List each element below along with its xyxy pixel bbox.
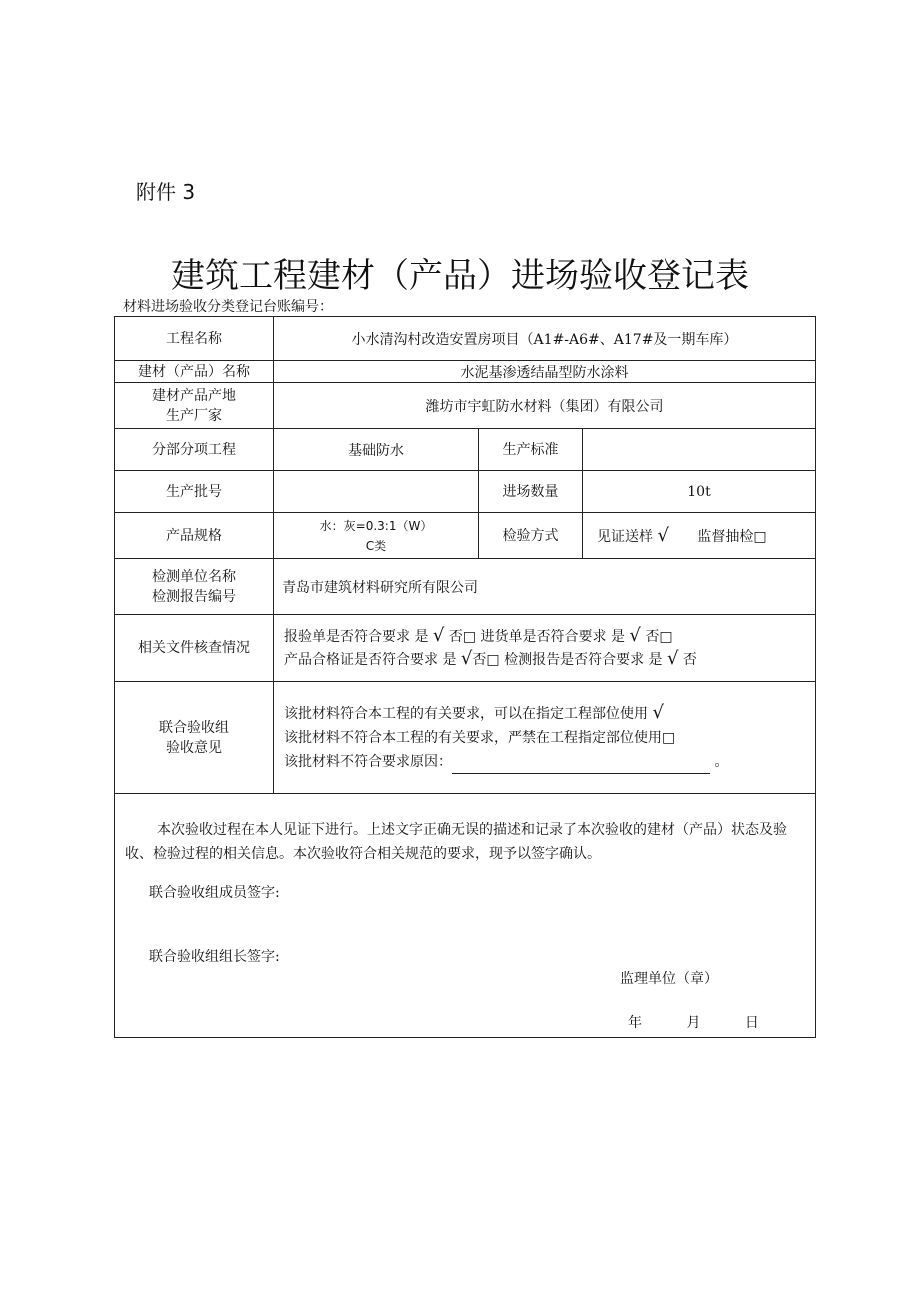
witness-sampling-text: 见证送样 [597,529,653,545]
production-standard-value [583,429,816,471]
inspection-method-value [583,513,816,559]
check-mark: √ [432,625,445,646]
declaration-text: 本次验收过程在本人见证下进行。上述文字正确无误的描述和记录了本次验收的建材（产品）状态及验收、检验过程的相关信息。本次验收符合相关规范的要求，现予以签字确认。 [125,822,787,862]
date-line [628,1012,799,1032]
row-opinion [115,682,816,794]
testing-label-line1: 检测单位名称 [152,568,236,585]
documents-line-1 [284,625,807,648]
inspection-method-label: 检验方式 [479,513,583,559]
acceptance-form-table [114,316,816,1038]
documents-check-value [274,615,816,682]
documents-check-label: 相关文件核查情况 [115,615,274,682]
row-subproject [115,429,816,471]
quantity-label: 进场数量 [479,471,583,513]
subproject-value: 基础防水 [274,429,479,471]
origin-label [115,383,274,429]
project-name-value: 小水清沟村改造安置房项目（A1#-A6#、A17#及一期车库） [274,317,816,361]
project-name-label: 工程名称 [115,317,274,361]
row-testing [115,559,816,615]
opinion-label [115,682,274,794]
batch-number-label: 生产批号 [115,471,274,513]
opinion-label-line2: 验收意见 [166,739,222,756]
attachment-number: 附件 3 [136,180,196,204]
witness-check-mark: √ [657,525,669,546]
spec-value-line1: 水：灰=0.3:1（W） [319,518,433,533]
check-mark: √ [666,648,679,669]
row-origin [115,383,816,429]
spec-label: 产品规格 [115,513,274,559]
origin-label-line1: 建材产品产地 [152,387,236,404]
opinion-label-line1: 联合验收组 [159,719,229,736]
origin-label-line2: 生产厂家 [166,407,222,424]
manufacturer-value: 潍坊市宇虹防水材料（集团）有限公司 [274,383,816,429]
check-mark: √ [652,702,664,723]
year-label: 年 [628,1015,642,1031]
delivery-note-no: 否□ [640,629,673,645]
check-mark: √ [460,648,473,669]
row-spec [115,513,816,559]
opinion-line-2: 该批材料不符合本工程的有关要求，严禁在工程指定部位使用□ [284,730,676,746]
signature-cell [115,794,816,1038]
opinion-line-3 [284,750,807,774]
supervision-seal-label: 监理单位（章） [620,971,718,987]
row-signature [115,794,816,1038]
production-standard-label: 生产标准 [479,429,583,471]
material-name-value: 水泥基渗透结晶型防水涂料 [274,361,816,383]
subproject-label: 分部分项工程 [115,429,274,471]
period: 。 [714,754,729,770]
check-mark: √ [629,625,641,646]
supervise-sampling-text: 监督抽检□ [697,529,767,545]
day-label: 日 [744,1015,759,1031]
testing-label [115,559,274,615]
opinion-line-1 [284,701,807,726]
batch-number-value [274,471,479,513]
row-material [115,361,816,383]
quantity-value: 10t [583,471,816,513]
row-project [115,317,816,361]
certificate-question: 产品合格证是否符合要求 是 [284,652,457,668]
opinion-approve-text: 该批材料符合本工程的有关要求，可以在指定工程部位使用 [284,706,648,722]
delivery-note-question: 否□ 进货单是否符合要求 是 [444,629,625,645]
month-label: 月 [686,1015,701,1031]
opinion-value [274,682,816,794]
test-report-no: 否 [678,652,697,668]
row-documents [115,615,816,682]
documents-line-2 [284,648,807,671]
material-name-label: 建材（产品）名称 [115,361,274,383]
testing-unit-value: 青岛市建筑材料研究所有限公司 [274,559,816,615]
inspection-form-question: 报验单是否符合要求 是 [284,629,429,645]
spec-value [274,513,479,559]
reject-reason-blank [452,759,710,774]
ledger-number-label: 材料进场验收分类登记台账编号： [123,299,333,315]
spec-value-line2: C类 [365,538,387,553]
leader-signature-label: 联合验收组组长签字: [149,949,280,965]
row-batch [115,471,816,513]
reject-reason-label: 该批材料不符合要求原因： [284,754,452,770]
members-signature-label: 联合验收组成员签字: [149,885,280,901]
testing-label-line2: 检测报告编号 [152,588,236,605]
page-title: 建筑工程建材（产品）进场验收登记表 [171,256,749,296]
test-report-question: 否□ 检测报告是否符合要求 是 [472,652,663,668]
